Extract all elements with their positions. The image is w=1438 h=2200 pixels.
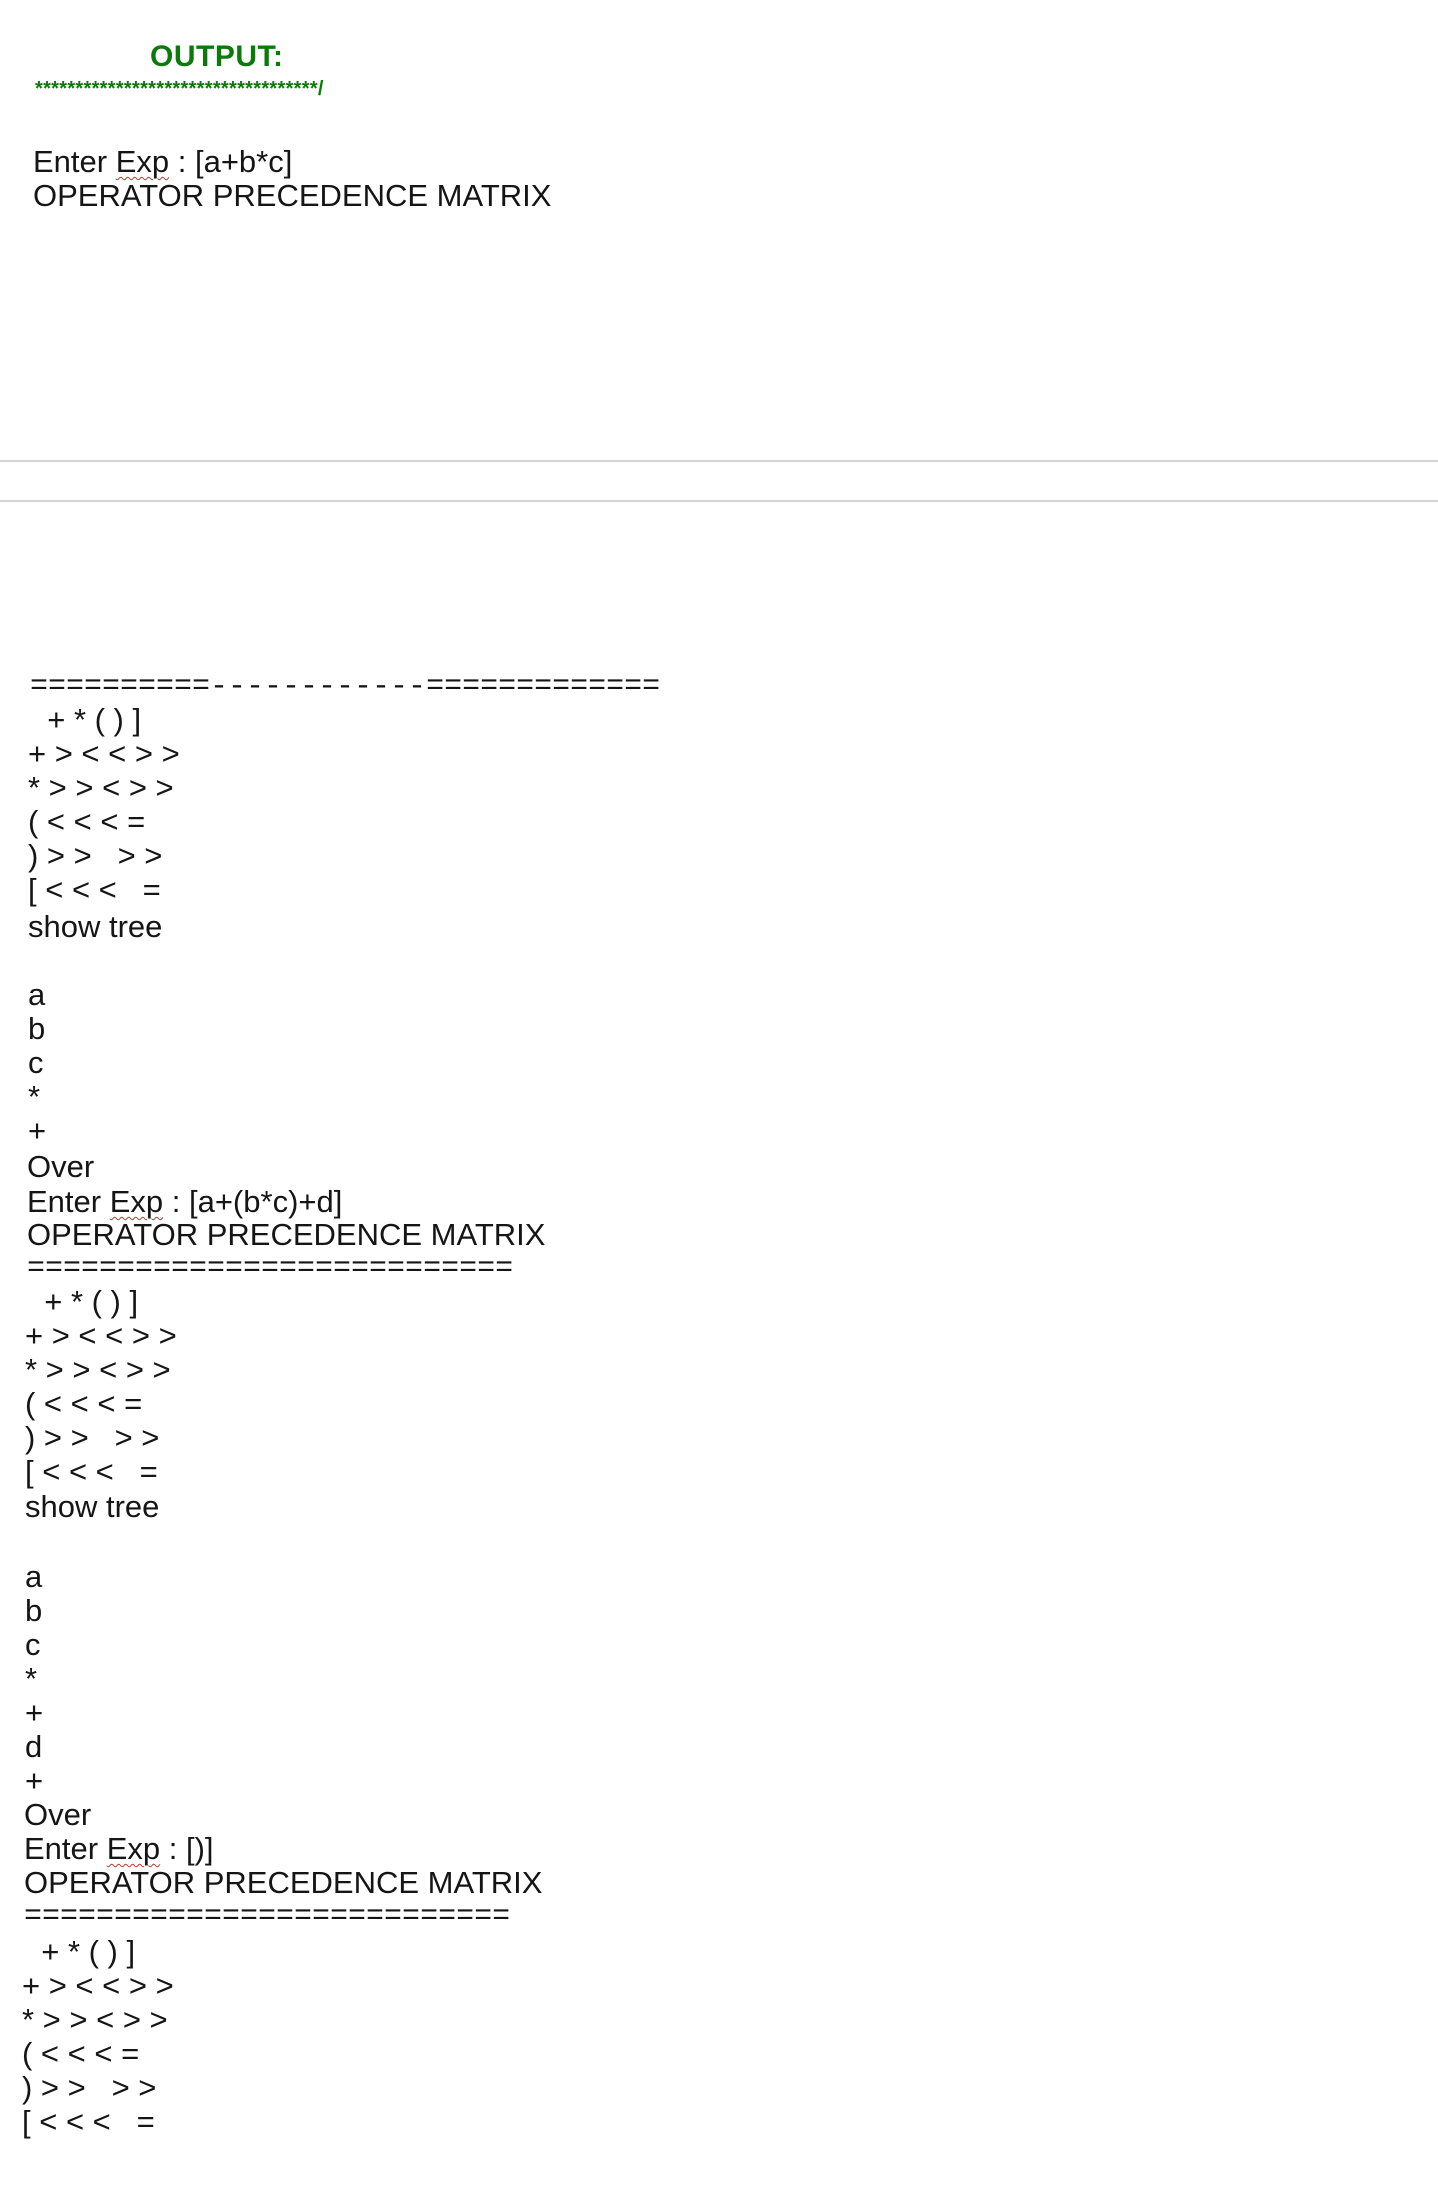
run2-tree-node: c — [25, 1627, 41, 1662]
run1-tree-node: * — [28, 1079, 41, 1114]
prompt-value: : [a+(b*c)+d] — [163, 1184, 343, 1219]
run2-rule: =========================== — [27, 1252, 514, 1286]
run1-tree-node: b — [28, 1011, 46, 1046]
prompt-label: Enter — [33, 144, 116, 179]
run3-matrix-row: [ < < < = — [22, 2104, 155, 2139]
run3-prompt — [24, 1832, 214, 1866]
prompt-word: Exp — [115, 144, 170, 179]
run2-matrix-header: + * ( ) ] — [27, 1284, 139, 1319]
comment-stars: ***********************************/ — [35, 78, 324, 100]
run1-matrix-row: [ < < < = — [28, 872, 161, 907]
run3-matrix-row: ( < < < = — [22, 2036, 140, 2071]
run3-matrix-header: + * ( ) ] — [24, 1934, 136, 1969]
run2-matrix-row: * > > < > > — [25, 1352, 171, 1387]
run2-matrix-row: ( < < < = — [25, 1386, 143, 1421]
run1-tree-node: c — [28, 1045, 44, 1080]
run1-matrix-row: * > > < > > — [28, 770, 174, 805]
prompt-label: Enter — [24, 1831, 107, 1866]
run2-matrix-title: OPERATOR PRECEDENCE MATRIX — [27, 1217, 546, 1252]
run2-tree-node: b — [25, 1593, 43, 1628]
prompt-value: : [a+b*c] — [169, 144, 293, 179]
run2-matrix-row: [ < < < = — [25, 1454, 158, 1489]
prompt-value: : [)] — [160, 1831, 214, 1866]
prompt-word: Exp — [106, 1831, 161, 1866]
run3-matrix-row: + > < < > > — [22, 1968, 174, 2003]
run2-matrix-row: ) > > > > — [25, 1420, 160, 1455]
run1-tree-node: a — [28, 977, 46, 1012]
run1-matrix-title: OPERATOR PRECEDENCE MATRIX — [33, 178, 552, 213]
run2-matrix-row: + > < < > > — [25, 1318, 177, 1353]
run2-tree-node: a — [25, 1559, 43, 1594]
page-divider-bottom — [0, 500, 1438, 502]
run1-matrix-row: + > < < > > — [28, 736, 180, 771]
run3-matrix-title: OPERATOR PRECEDENCE MATRIX — [24, 1865, 543, 1900]
run3-rule: =========================== — [24, 1900, 511, 1934]
run3-matrix-row: * > > < > > — [22, 2002, 168, 2037]
run2-tree-node: d — [25, 1729, 43, 1764]
run1-show-tree: show tree — [28, 909, 163, 944]
run2-tree-node: + — [25, 1695, 44, 1730]
run1-tree-node: + — [28, 1113, 47, 1148]
run2-tree-node: * — [25, 1661, 38, 1696]
run2-show-tree: show tree — [25, 1489, 160, 1524]
prompt-word: Exp — [109, 1184, 164, 1219]
run1-over: Over — [27, 1149, 95, 1184]
run2-tree-node: + — [25, 1763, 44, 1798]
run3-matrix-row: ) > > > > — [22, 2070, 157, 2105]
run1-matrix-row: ) > > > > — [28, 838, 163, 873]
run1-prompt — [33, 145, 292, 179]
run1-rule: ==========------------============= — [30, 670, 661, 704]
run2-prompt — [27, 1185, 342, 1219]
prompt-label: Enter — [27, 1184, 110, 1219]
run2-over: Over — [24, 1797, 92, 1832]
run1-matrix-row: ( < < < = — [28, 804, 146, 839]
page-divider-top — [0, 460, 1438, 462]
output-heading: OUTPUT: — [150, 40, 284, 73]
run1-matrix-header: + * ( ) ] — [30, 702, 142, 737]
